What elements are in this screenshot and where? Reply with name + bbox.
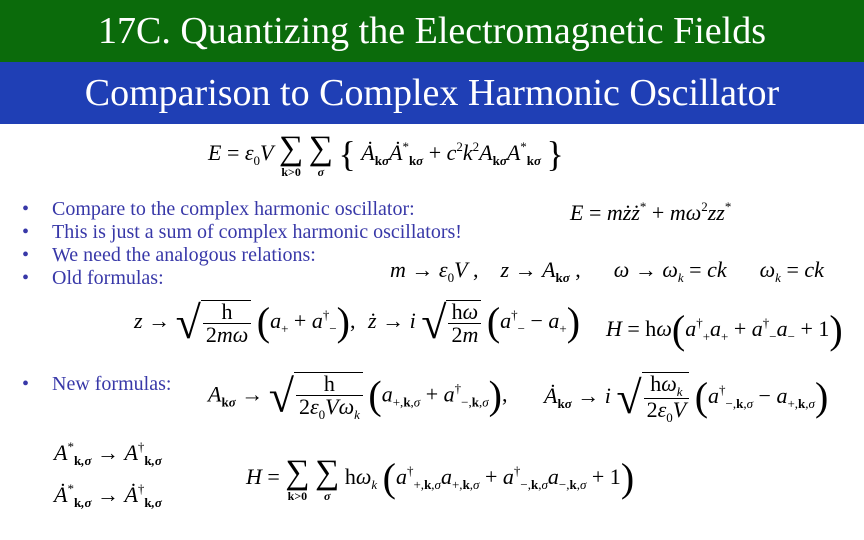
old-formula-z: z → √ $\frac{h}{2m\omega}$ $(a_+ + a^\dagger_-)$, <box>134 297 356 348</box>
conjugate-Adot-relation: $Ȧ^*_{k,\sigma}$ → $Ȧ^\dagger_{k,\sigma}$ <box>54 481 162 510</box>
analogous-relations: $m \to \varepsilon_0V$ , $z \to A_{k\sigma}$ , $\omega \to \omega_k$ = ck $\omega_k$ = ck <box>390 257 824 285</box>
subtitle-bar <box>0 62 864 124</box>
oscillator-energy-equation: E = mżż* + $m\omega^2zz^*$ <box>570 199 732 225</box>
new-formula-Adot: $Ȧ_{k\sigma} \to i$ √ $\frac{h\omega_k}{2\varepsilon_0V}$ $(a^\dagger_{-,k,\sigma} - a_{+,k,\sigma})$ <box>544 371 829 425</box>
new-formula-A: $A_{k\sigma}$ → √ $\frac{h}{2\varepsilon_0V\omega_k}$ $(a_{+,k,\sigma} + a^\dagger_{-,k,\sigma})$, <box>208 370 508 422</box>
old-formula-hamiltonian: $H = h\omega(a^\dagger_+a_+ + a^\dagger_-a_- + 1)$ <box>606 307 843 352</box>
new-hamiltonian: H = ∑ k>0 ∑ σ $h\omega_k$ $(a^\dagger_{+,k,\sigma}a_{+,k,\sigma} + a^\dagger_{-,k,\sigma}a_{-,k,\sigma} + 1)$ <box>246 454 635 503</box>
list-item-new-formulas: • New formulas: <box>22 373 172 395</box>
title-bar <box>0 0 864 62</box>
conjugate-A-relation: $A^*_{k,\sigma} \to A^\dagger_{k,\sigma}$ <box>54 439 162 468</box>
list-item: • We need the analogous relations: <box>22 244 316 266</box>
list-item: • This is just a sum of complex harmonic oscillators! <box>22 221 462 243</box>
old-formula-zdot: ż → i √ $\frac{h\omega}{2m}$ $(a^\dagger_- - a_+)$ <box>368 297 581 348</box>
list-item: • Old formulas: <box>22 267 164 289</box>
list-item: • Compare to the complex harmonic oscillator: <box>22 198 415 220</box>
slide-title: 17C. Quantizing the Electromagnetic Fields <box>97 10 766 52</box>
energy-equation: $E = \varepsilon_0V$ ∑ k>0 ∑ σ { $Ȧ_{k\sigma}Ȧ^*_{k\sigma} + c^2k^2A_{k\sigma}A^*_{k\sigma}$ } <box>208 130 564 179</box>
slide-subtitle: Comparison to Complex Harmonic Oscillator <box>84 72 780 114</box>
